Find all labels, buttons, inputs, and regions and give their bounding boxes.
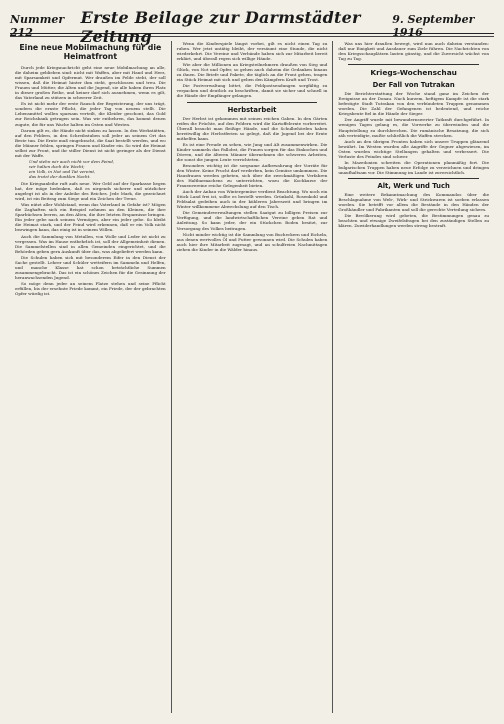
- article-paragraph: Was uns hier draußen bewegt, wird nun auch daheim verstanden: daß nur Einigkeit und Ausdauer zum Ziele führen. Die Nachrichten von den Kriegsschauplätzen lauten günstig, und die Zuversicht wächst von Tag zu Tag.: [338, 41, 490, 62]
- section-divider: [348, 64, 479, 65]
- section-subhead: Alt, Werk und Tuch: [377, 181, 450, 190]
- article-paragraph: Wie aber die Millionen an Kriegsteilnehmern draußen von Sieg und Glück, von Not und Opfer, so gehen auch daheim die Gedanken hinaus zu ihnen. Die Briefe und Pakete, die täglich an die Front gehen, tragen ein Stück Heimat mit sich und geben den Kämpfern Kraft und Trost.: [176, 62, 328, 83]
- poem-line: das trotzt der dunklen Nacht.: [29, 173, 91, 179]
- column-2: [171, 41, 333, 713]
- article-paragraph: Die Gemeindeverwaltungen stellen Saatgut zu billigen Preisen zur Verfügung, und die landwirtschaftlichen Vereine geben Rat und Anleitung. So kann jeder, der ein Stückchen Boden besitzt, zur Versorgung des Volkes beitragen.: [176, 210, 328, 231]
- poem-line: wir halten doch die Wacht;: [29, 163, 85, 169]
- article-paragraph: Auch die Sammlung von Metallen, von Wolle und Leder ist nicht zu vergessen. Was im Hause entbehrlich ist, soll der Allgemeinheit dienen. Die Sammelstellen sind in allen Gemeinden eingerichtet, und die Behörden geben gern Auskunft über das, was abgeliefert werden kann.: [15, 233, 166, 254]
- section-subhead: Der Fall von Tutrakan: [372, 81, 455, 90]
- article-paragraph: Der Herbst ist gekommen mit seinen reichen Gaben. In den Gärten reifen die Früchte, auf den Feldern wird die Kartoffelernte vorbereitet. Überall braucht man fleißige Hände, und die Schulbehörden haben bereitwillig die Herbstferien so gelegt, daß die Jugend bei der Ernte mithelfen kann.: [176, 115, 328, 141]
- article-paragraph: Die Kriegsanleihe ruft aufs neue. Wer Geld auf der Sparkasse liegen hat, der möge bedenken, daß es nirgends sicherer und nützlicher angelegt ist als in der Anleihe des Reiches. Jede Mark, die gezeichnet wird, ist ein Beitrag zum Siege und ein Zeichen der Treue.: [15, 181, 166, 202]
- article-paragraph: Die Postverwaltung bittet, die Feldpostsendungen sorgfältig zu verpacken und deutlich zu beschriften, damit sie sicher und schnell in die Hände der Empfänger gelangen.: [176, 83, 328, 99]
- article-paragraph: Eine weitere Bekanntmachung des Kommandos über die Beschlagnahme von Web-, Wirk- und Strickwaren ist soeben erlassen worden. Sie betrifft vor allem die Bestände in den Händen der Großhändler und Fabrikanten und soll die gerechte Verteilung sichern.: [338, 191, 490, 213]
- poem-line: Und stehn wir auch nicht vor dem Feind,: [29, 158, 115, 164]
- article-paragraph: In Mazedonien schreiten die Operationen planmäßig fort. Die bulgarischen Truppen haben neue Erfolge zu verzeichnen und dringen unaufhaltsam vor. Die Stimmung im Lande ist zuversichtlich.: [338, 159, 490, 175]
- article-paragraph: Die Bevölkerung wird gebeten, die Bestimmungen genau zu beachten und etwaige Zweifelsfragen bei den zuständigen Stellen zu klären. Zuwiderhandlungen werden streng bestraft.: [338, 213, 490, 229]
- section-subhead: Herbstarbeit: [227, 105, 277, 114]
- article-paragraph: Die Schulen haben sich mit besonderem Eifer in den Dienst der Sache gestellt. Lehrer und Schüler wetteifern im Sammeln und Helfen, und manche Klasse hat schon beträchtliche Summen zusammengebracht. Das ist ein schönes Zeichen für die Gesinnung der heranwachsenden Jugend.: [15, 254, 166, 280]
- article-paragraph: Besonders wichtig ist die sorgsame Aufbewahrung der Vorräte für den Winter. Keine Frucht darf verderben, kein Gemüse umkommen. Die Hausfrauen werden gebeten, sich über die zweckmäßigen Verfahren des Haltbarmachens zu unterrichten, wozu die Kochkurse der Frauenvereine reiche Gelegenheit bieten.: [176, 162, 328, 189]
- article-headline: Eine neue Mobilmachung für die Heimatfront: [19, 43, 162, 61]
- section-divider: [348, 178, 479, 179]
- column-1: [10, 41, 171, 713]
- poem-line: ein Volk, in Not und Tat vereint,: [29, 168, 96, 174]
- article-paragraph: Der Angriff wurde mit bewundernswerter Tatkraft durchgeführt. In wenigen Tagen gelang es, die Vorwerke zu überwinden und die Hauptstellung zu durchbrechen. Die rumänische Besatzung, die sich zäh verteidigte, mußte schließlich die Waffen strecken.: [338, 117, 490, 138]
- article-paragraph: Nicht minder wichtig ist die Sammlung von Bucheckern und Eicheln, aus denen wertvolles Öl und Futter gewonnen wird. Die Schulen haben auch hier ihre Mitarbeit zugesagt, und an schulfreien Nachmittagen ziehen die Kinder in die Wälder hinaus.: [176, 231, 328, 252]
- article-paragraph: So möge denn jeder an seinem Platze stehen und seine Pflicht erfüllen, bis der ersehnte Friede kommt, ein Friede, der der gebrachten Opfer würdig ist.: [15, 280, 166, 297]
- article-columns: [10, 41, 494, 713]
- article-paragraph: Darum gilt es, die Hände nicht sinken zu lassen. In den Werkstätten, auf den Feldern, in den Schreibstuben soll jeder an seinem Ort das Beste tun. Die Ernte muß eingebracht, die Saat bestellt werden, und wo die Männer fehlen, springen Frauen und Kinder ein. So wird die Heimat selbst zur Front, und ihr stiller Dienst ist nicht geringer als der Dienst mit der Waffe.: [15, 127, 166, 158]
- article-paragraph: Auch an den übrigen Fronten haben sich unsere Truppen glänzend bewährt. Im Westen wurden alle Angriffe der Gegner abgewiesen, im Osten wurden wichtige Stellungen gehalten und verbessert. Die Verluste des Feindes sind schwer.: [338, 138, 490, 159]
- article-paragraph: Wenn die Kinderspiele längst vorbei, gilt es nicht einen Tag zu ruhen. Wer jetzt untätig bleibt, der versäumt eine Stunde, die nicht wiederkehrt. Die Vereine und Verbände haben sich zur Mitarbeit bereit erklärt, und überall regen sich willige Hände.: [176, 41, 328, 62]
- section-divider: [187, 102, 318, 103]
- newspaper-title: Erste Beilage zur Darmstädter Zeitung: [80, 8, 361, 46]
- poem: [15, 159, 166, 179]
- article-paragraph: Was nützt aller Wohlstand, wenn das Vaterland in Gefahr ist? Mögen die Zaghaften sich ein Beispiel nehmen an den Kleinen, die ihre Sparbüchsen leeren, an den Alten, die ihre letzten Ersparnisse bringen. Ein jeder gebe nach seinem Vermögen, aber ein jeder gebe. So bleibt die Heimat stark, und der Feind wird erkennen, daß er ein Volk nicht bezwingen kann, das einig ist in seinem Willen.: [15, 202, 166, 233]
- section-headline: Kriegs-Wochenschau: [370, 68, 457, 78]
- article-paragraph: Auch der Anbau von Wintergemüse verdient Beachtung. Wo noch ein Stück Land frei ist, sollte es bestellt werden. Grünkohl, Rosenkohl und Feldsalat gedeihen auch in der kühleren Jahreszeit und bringen im Winter willkommene Abwechslung auf den Tisch.: [176, 189, 328, 210]
- issue-date: 9. September 1916: [392, 13, 475, 39]
- article-paragraph: Es ist nicht mehr der erste Rausch der Begeisterung, der uns trägt, sondern die ernste Pflicht, die jeder Tag von neuem stellt. Die Lebensmittel wollen sparsam verteilt, die Kleider geschont, das Gold zur Reichsbank getragen sein. Was wir entbehren, das kommt denen zugute, die für uns Wache halten im Osten und Westen.: [15, 101, 166, 127]
- issue-number: Nummer 212: [10, 13, 65, 39]
- article-paragraph: Die Berichterstattung der Woche stand ganz im Zeichen der Ereignisse an der Donau. Nach kurzem, heftigem Kampfe ist die stark befestigte Stadt Tutrakan von den verbündeten Truppen genommen worden. Die Zahl der Gefangenen ist bedeutend, und reiche Kriegsbeute fiel in die Hände der Sieger.: [338, 91, 490, 117]
- masthead: [10, 8, 494, 46]
- article-paragraph: Es ist eine Freude zu sehen, wie Jung und Alt zusammenwirken. Die Kinder sammeln das Fallobst, die Frauen sorgen für das Einkochen und Dörren, und die älteren Männer übernehmen die schweren Arbeiten, die sonst die jungen Leute verrichteten.: [176, 141, 328, 162]
- column-3: [332, 41, 494, 713]
- article-paragraph: Durch jede Kriegsnachricht geht eine neue Mobilmachung an alle, die daheim geblieben sind: nicht mit Waffen, aber mit Hand und Herz, mit Sparsamkeit und Opfermut. Wer draußen im Felde steht, der soll wissen, daß die Heimat hinter ihm steht, geschlossen und treu. Die Frauen und Mütter, die Alten und die Jugend, sie alle haben ihren Platz in dieser großen Reihe, und keiner darf sich ausnehmen, wenn es gilt, das Vaterland zu stützen in schwerer Zeit.: [15, 65, 166, 101]
